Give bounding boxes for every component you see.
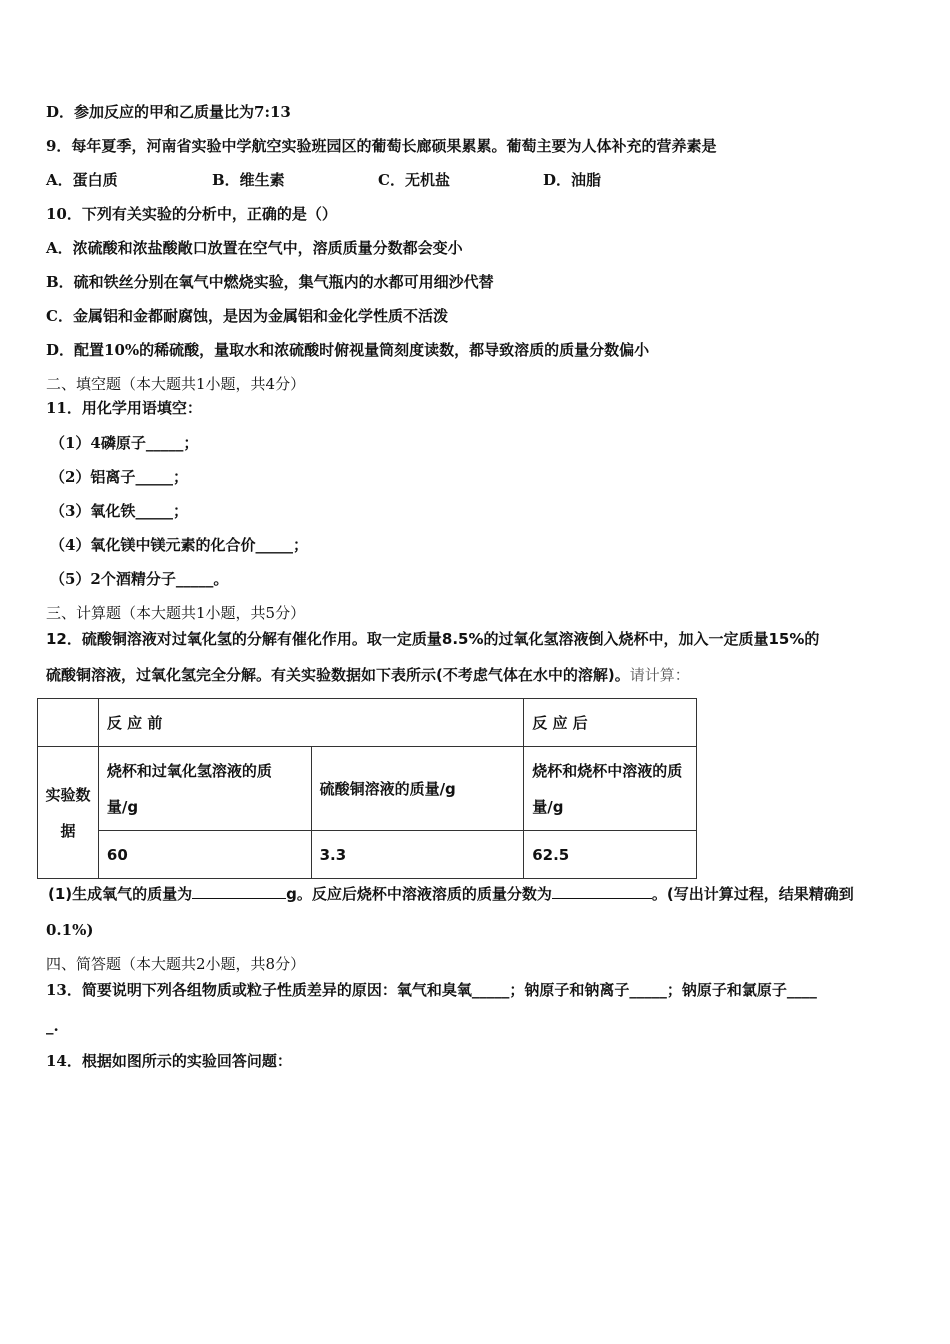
table-col3-header: 烧杯和烧杯中溶液的质量/g [524,747,697,831]
q12-part-1-c: 。(写出计算过程，结果精确到 [651,885,854,903]
table-header-before: 反 应 前 [98,699,523,747]
table-col2-header: 硫酸铜溶液的质量/g [311,747,524,831]
q12-part-1-b: g。反应后烧杯中溶液溶质的质量分数为 [286,885,552,903]
q11-item-4: （4）氧化镁中镁元素的化合价_____； [50,536,308,554]
table-corner-cell [38,699,99,747]
q10-option-a: A．浓硫酸和浓盐酸敞口放置在空气中，溶质质量分数都会变小 [46,239,463,257]
q12-part-1-d: 0.1%) [46,921,94,939]
answer-blank-oxygen[interactable] [192,884,286,899]
answer-blank-fraction[interactable] [552,884,652,899]
q9-option-a: A．蛋白质 [46,171,118,189]
table-value-3: 62.5 [524,831,697,879]
q13-stem: 13．简要说明下列各组物质或粒子性质差异的原因：氧气和臭氧_____；钠原子和钠离子_____；钠原子和氯原子____ [46,981,817,999]
section-3-heading: 三、计算题（本大题共1小题，共5分） [46,604,306,622]
section-2-heading: 二、填空题（本大题共1小题，共4分） [46,375,306,393]
q9-option-b: B．维生素 [212,171,285,189]
q10-option-d: D．配置10%的稀硫酸，量取水和浓硫酸时俯视量筒刻度读数，都导致溶质的质量分数偏小 [46,341,650,359]
q11-item-1: （1）4磷原子_____； [50,434,199,452]
q12-part-1-a: (1)生成氧气的质量为 [48,885,193,903]
table-header-after: 反 应 后 [524,699,697,747]
q12-stem-line2 [46,665,690,685]
q12-stem-line1: 12．硫酸铜溶液对过氧化氢的分解有催化作用。取一定质量8.5%的过氧化氢溶液倒入烧杯中，加入一定质量15%的 [46,630,820,648]
q11-item-2: （2）铝离子_____； [50,468,188,486]
q14-stem: 14．根据如图所示的实验回答问题： [46,1052,292,1070]
q11-stem: 11．用化学用语填空： [46,399,202,417]
q9-stem: 9．每年夏季，河南省实验中学航空实验班园区的葡萄长廊硕果累累。葡萄主要为人体补充的营养素是 [46,137,717,155]
q11-item-3: （3）氧化铁_____； [50,502,188,520]
q12-stem-line2-text: 硫酸铜溶液，过氧化氢完全分解。有关实验数据如下表所示(不考虑气体在水中的溶解)。 [46,666,630,684]
q12-please-calc: 请计算： [629,666,690,684]
table-value-2: 3.3 [311,831,524,879]
q9-option-d: D．油脂 [543,171,602,189]
table-col1-header: 烧杯和过氧化氢溶液的质量/g [98,747,311,831]
table-value-1: 60 [98,831,311,879]
section-4-heading: 四、简答题（本大题共2小题，共8分） [46,955,306,973]
experiment-data-table [37,698,697,879]
q8-option-d: D．参加反应的甲和乙质量比为7:13 [46,103,291,121]
q10-stem: 10．下列有关实验的分析中，正确的是（） [46,205,337,223]
q10-option-b: B．硫和铁丝分别在氧气中燃烧实验，集气瓶内的水都可用细沙代替 [46,273,494,291]
q11-item-5: （5）2个酒精分子_____。 [50,570,229,588]
q10-option-c: C．金属铝和金都耐腐蚀，是因为金属铝和金化学性质不活泼 [46,307,448,325]
q12-part-1 [48,884,854,904]
q13-end: _. [46,1017,59,1035]
table-row-header: 实验数据 [38,747,99,879]
q9-option-c: C．无机盐 [378,171,450,189]
